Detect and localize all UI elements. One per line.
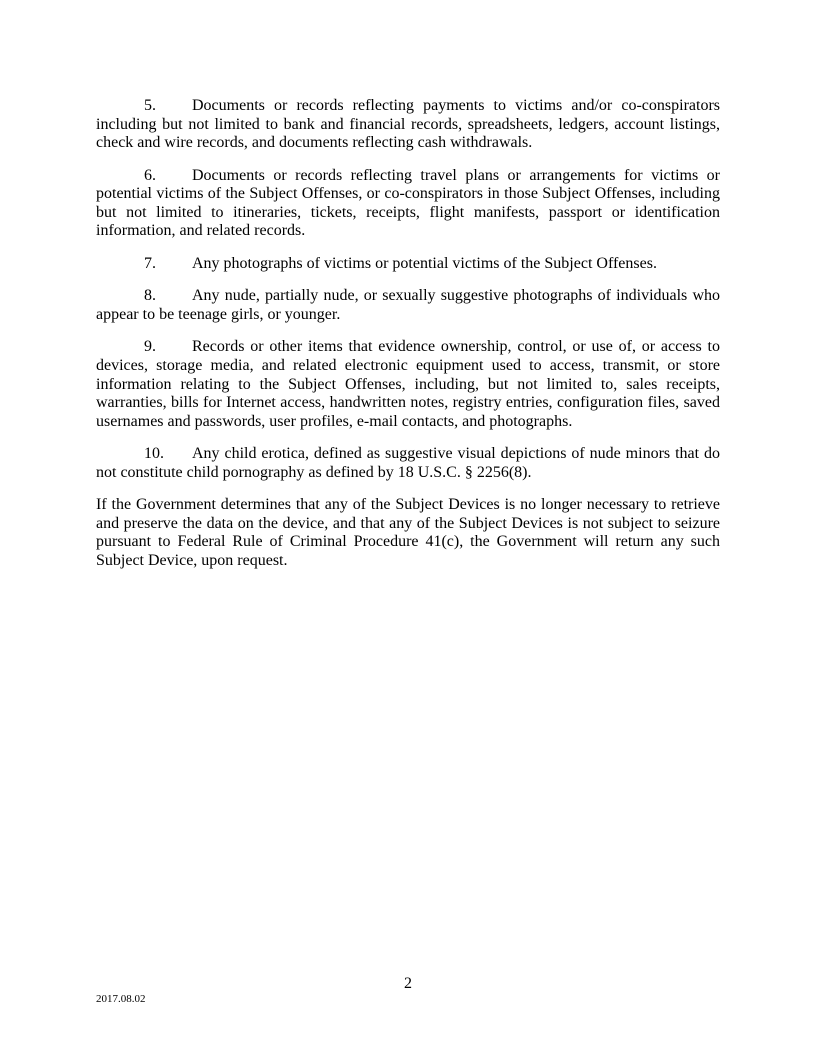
numbered-paragraph-5: [96, 97, 720, 153]
date-stamp: 2017.08.02: [96, 993, 146, 1005]
numbered-paragraph-7: [96, 255, 720, 274]
paragraph-text: Any nude, partially nude, or sexually suggestive photographs of individuals who appear to be teenage girls, or younger.: [96, 287, 720, 323]
numbered-paragraph-9: [96, 338, 720, 431]
numbered-paragraph-10: [96, 445, 720, 482]
paragraph-text: Any photographs of victims or potential victims of the Subject Offenses.: [192, 254, 657, 272]
numbered-paragraph-6: [96, 167, 720, 241]
paragraph-text: Any child erotica, defined as suggestive visual depictions of nude minors that do not constitute child pornography as defined by 18 U.S.C. § 2256(8).: [96, 445, 720, 481]
paragraph-number: 6.: [144, 166, 156, 184]
paragraph-text: Documents or records reflecting travel plans or arrangements for victims or potential victims of the Subject Offenses, or co-conspirators in those Subject Offenses, including but not limited to itineraries, tickets, receipts, flight manifests, passport or identification information, and related records.: [96, 166, 720, 240]
paragraph-number: 9.: [144, 338, 156, 356]
paragraph-text: Documents or records reflecting payments to victims and/or co-conspirators including but not limited to bank and financial records, spreadsheets, ledgers, account listings, check and wire records, and documents reflecting cash withdrawals.: [96, 97, 720, 152]
closing-paragraph: If the Government determines that any of the Subject Devices is no longer necessary to retrieve and preserve the data on the device, and that any of the Subject Devices is not subject to seizure pursuant to Federal Rule of Criminal Procedure 41(c), the Government will return any such Subject Device, upon request.: [96, 496, 720, 569]
paragraph-text: Records or other items that evidence ownership, control, or use of, or access to devices, storage media, and related electronic equipment used to access, transmit, or store information relating to the Subject Offenses, including, but not limited to, sales receipts, warranties, bills for Internet access, handwritten notes, registry entries, configuration files, saved usernames and passwords, user profiles, e-mail contacts, and photographs.: [96, 338, 720, 430]
paragraph-number: 7.: [144, 254, 156, 272]
document-body: [96, 97, 720, 570]
paragraph-number: 5.: [144, 97, 156, 114]
numbered-paragraph-8: [96, 287, 720, 324]
paragraph-number: 10.: [144, 445, 164, 463]
paragraph-number: 8.: [144, 287, 156, 305]
page-number: 2: [404, 975, 412, 992]
